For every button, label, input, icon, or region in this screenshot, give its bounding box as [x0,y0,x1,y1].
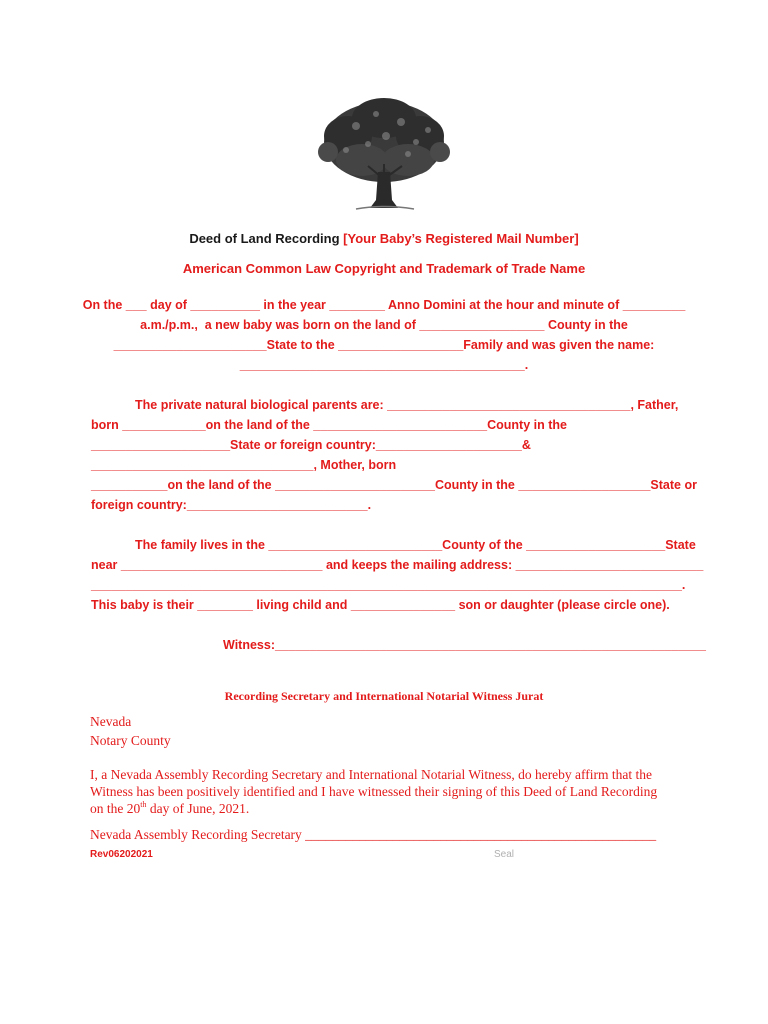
family-line-3: _____________________________________________________________________________________. [91,578,686,592]
birth-line-4: _________________________________________. [239,358,529,372]
parents-line-4: ________________________________, Mother, born [91,458,397,472]
parents-line-2: born ____________on the land of the _________________________County in the [91,418,567,432]
seal-label: Seal [494,849,515,860]
jurat-state: Nevada [90,714,132,729]
title-text: Deed of Land Recording [189,231,340,246]
jurat-title: Recording Secretary and International Notarial Witness Jurat [224,689,544,703]
oak-tree-illustration [316,96,452,214]
affirmation-date-prefix: on the 20 [90,801,141,816]
title-registered-mail-placeholder: [Your Baby’s Registered Mail Number] [343,231,579,246]
affirmation-date-rest: day of June, 2021. [146,801,250,816]
birth-line-1: On the ___ day of __________ in the year ________ Anno Domini at the hour and minute of _________ [82,298,686,312]
parents-line-1: The private natural biological parents are: ___________________________________, Father, [135,398,679,412]
document-subtitle: American Common Law Copyright and Trademark of Trade Name [182,261,586,276]
revision-code: Rev06202021 [90,849,153,860]
parents-line-5: ___________on the land of the _______________________County in the ___________________State or [91,478,697,492]
parents-line-6: foreign country:__________________________. [91,498,372,512]
affirmation-line-3 [90,802,249,816]
jurat-county: Notary County [90,733,171,748]
secretary-signature-line: Nevada Assembly Recording Secretary ____________________________________________________ [90,827,657,842]
affirmation-date-suffix: th [140,800,147,809]
family-line-4: This baby is their ________ living child and _______________ son or daughter (please circle one). [91,598,670,612]
affirmation-line-2: Witness has been positively identified and I have witnessed their signing of this Deed of Land Recording [90,784,658,799]
family-line-1: The family lives in the _________________________County of the ____________________State [135,538,696,552]
parents-line-3: ____________________State or foreign country:_____________________& [91,438,531,452]
affirmation-line-1: I, a Nevada Assembly Recording Secretary and International Notarial Witness, do hereby affirm that the [90,767,653,782]
document-title [0,231,768,246]
birth-line-3: ______________________State to the __________________Family and was given the name: [113,338,655,352]
birth-line-2: a.m./p.m., a new baby was born on the land of __________________ County in the [140,318,628,332]
witness-signature-line: Witness:______________________________________________________________ [223,638,706,652]
family-line-2: near _____________________________ and keeps the mailing address: ___________________________ [91,558,704,572]
